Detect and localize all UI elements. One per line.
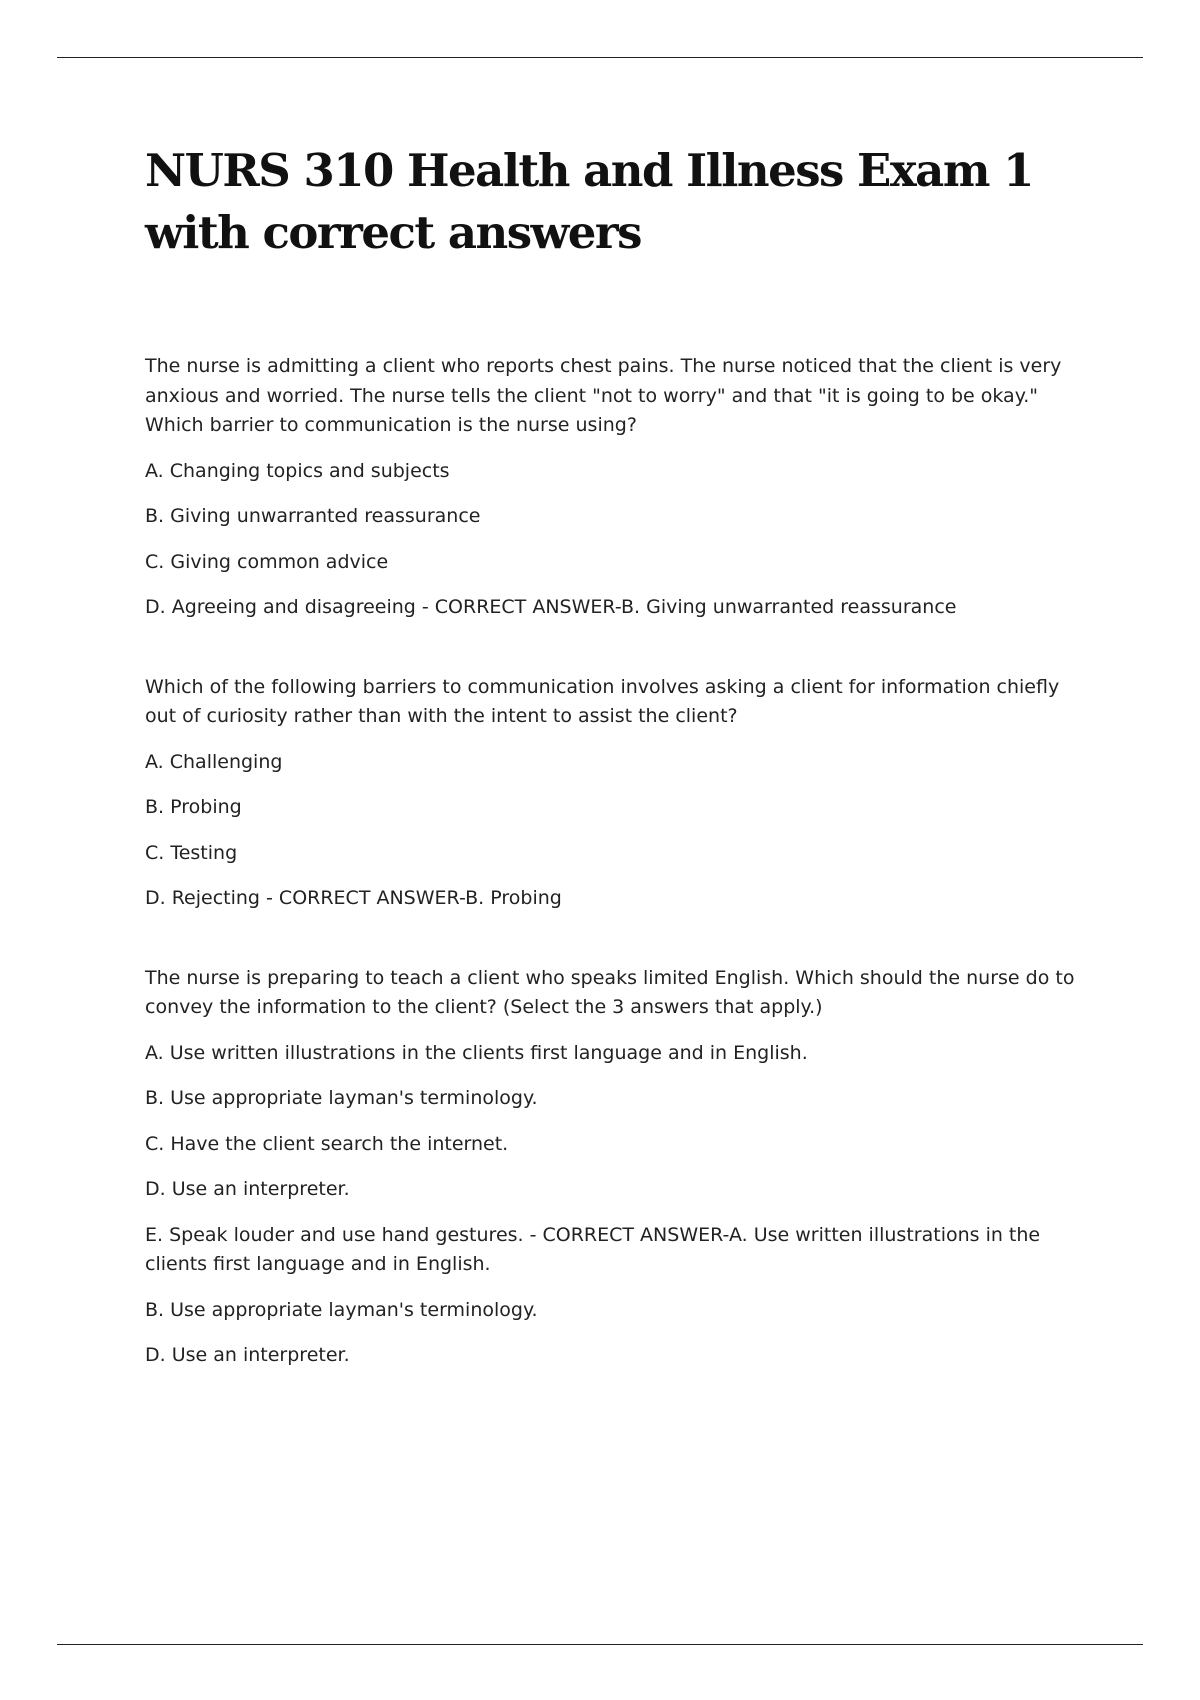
document-title: NURS 310 Health and Illness Exam 1 with correct answers <box>145 144 1033 259</box>
footer-rule <box>57 1644 1143 1645</box>
correct-answer-continued: D. Use an interpreter. <box>145 1344 350 1366</box>
question-2 <box>145 673 1085 914</box>
answer-option: B. Giving unwarranted reassurance <box>145 505 481 527</box>
answer-option: D. Use an interpreter. <box>145 1178 350 1200</box>
question-1 <box>145 352 1085 623</box>
question-3 <box>145 964 1085 1371</box>
answer-option: B. Use appropriate layman's terminology. <box>145 1087 538 1109</box>
header-rule <box>57 57 1143 58</box>
answer-option-with-key: E. Speak louder and use hand gestures. - CORRECT ANSWER-A. Use written illustrations in the clients first language and in English. <box>145 1223 1041 1275</box>
answer-option: B. Probing <box>145 796 242 818</box>
answer-option-with-key: D. Agreeing and disagreeing - CORRECT ANSWER-B. Giving unwarranted reassurance <box>145 596 957 618</box>
correct-answer-continued: B. Use appropriate layman's terminology. <box>145 1298 538 1321</box>
answer-option: C. Have the client search the internet. <box>145 1132 509 1155</box>
question-stem: The nurse is preparing to teach a client who speaks limited English. Which should the nurse do to convey the information to the client? (Select the 3 answers that apply.) <box>145 966 1075 1018</box>
document-body <box>145 140 1085 1421</box>
answer-option: A. Challenging <box>145 750 283 773</box>
answer-option: A. Use written illustrations in the clients first language and in English. <box>145 1041 808 1064</box>
answer-option: C. Testing <box>145 841 238 864</box>
answer-option: C. Giving common advice <box>145 550 389 573</box>
question-stem: Which of the following barriers to communication involves asking a client for information chiefly out of curiosity rather than with the intent to assist the client? <box>145 675 1060 727</box>
answer-option-with-key: D. Rejecting - CORRECT ANSWER-B. Probing <box>145 887 562 909</box>
answer-option: A. Changing topics and subjects <box>145 459 450 482</box>
question-stem: The nurse is admitting a client who reports chest pains. The nurse noticed that the client is very anxious and worried. The nurse tells the client "not to worry" and that "it is going to be okay." Which barrier to communication is the nurse using? <box>145 355 1062 436</box>
